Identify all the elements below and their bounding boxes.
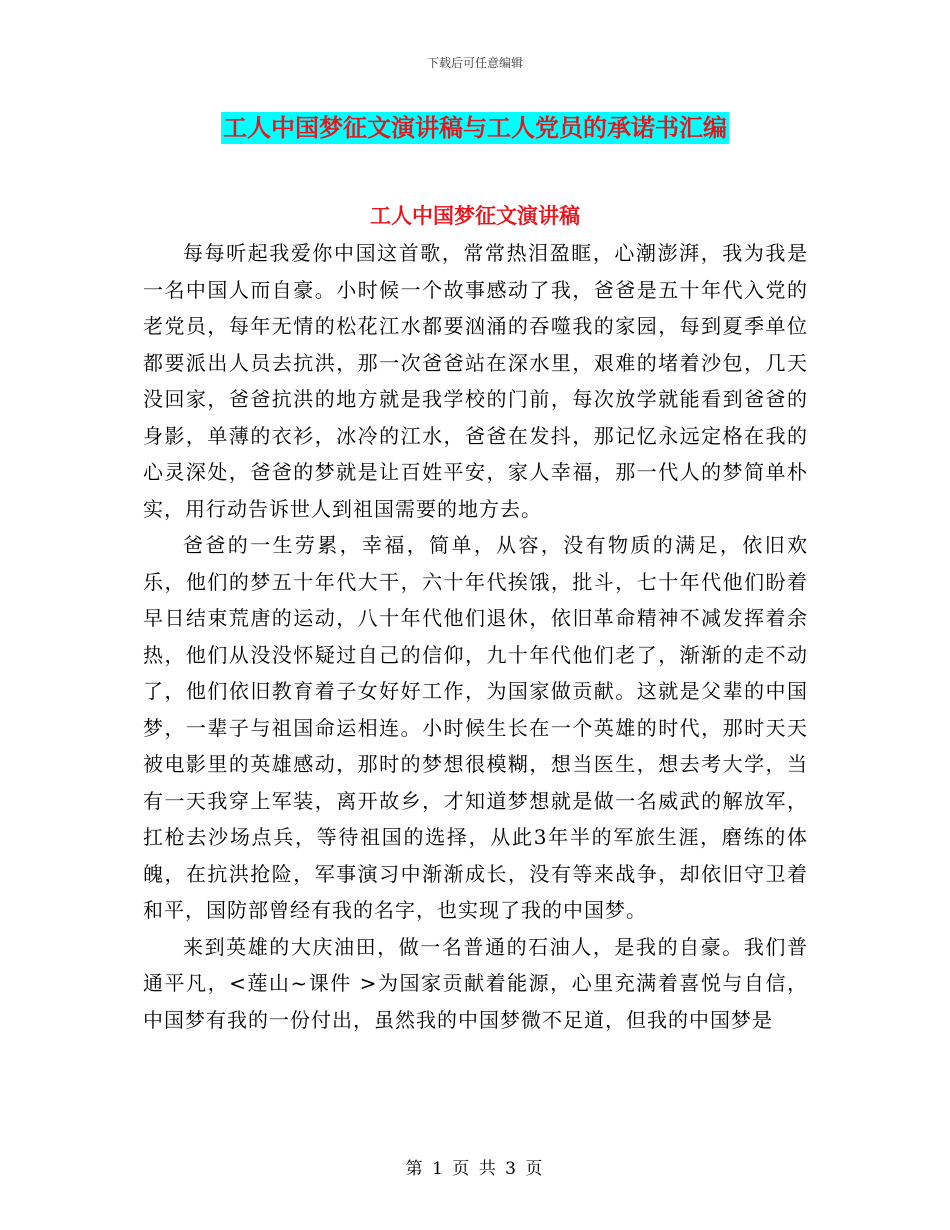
document-body: [143, 235, 808, 1038]
paragraph: 每每听起我爱你中国这首歌，常常热泪盈眶，心潮澎湃，我为我是一名中国人而自豪。小时候一个故事感动了我，爸爸是五十年代入党的老党员，每年无情的松花江水都要汹涌的吞噬我的家园，每到夏季单位都要派出人员去抗洪，那一次爸爸站在深水里，艰难的堵着沙包，几天没回家，爸爸抗洪的地方就是我学校的门前，每次放学就能看到爸爸的身影，单薄的衣衫，冰冷的江水，爸爸在发抖，那记忆永远定格在我的心灵深处，爸爸的梦就是让百姓平安，家人幸福，那一代人的梦简单朴实，用行动告诉世人到祖国需要的地方去。: [143, 241, 808, 521]
paragraph: 来到英雄的大庆油田，做一名普通的石油人，是我的自豪。我们普通平凡，<莲山~课件 >为国家贡献着能源，心里充满着喜悦与自信，中国梦有我的一份付出，虽然我的中国梦微不足道，但我的中国梦是: [143, 934, 808, 1032]
header-note: 下载后可任意编辑: [426, 56, 523, 70]
paragraph: 爸爸的一生劳累，幸福，简单，从容，没有物质的满足，依旧欢乐，他们的梦五十年代大干，六十年代挨饿，批斗，七十年代他们盼着早日结束荒唐的运动，八十年代他们退休，依旧革命精神不减发挥着余热，他们从没没怀疑过自己的信仰，九十年代他们老了，渐渐的走不动了，他们依旧教育着子女好好工作，为国家做贡献。这就是父辈的中国梦，一辈子与祖国命运相连。小时候生长在一个英雄的时代，那时天天被电影里的英雄感动，那时的梦想很模糊，想当医生，想去考大学，当有一天我穿上军装，离开故乡，才知道梦想就是做一名威武的解放军，扛枪去沙场点兵，等待祖国的选择，从此3年半的军旅生涯，磨练的体魄，在抗洪抢险，军事演习中渐渐成长，没有等来战争，却依旧守卫着和平，国防部曾经有我的名字，也实现了我的中国梦。: [143, 533, 808, 922]
page-number: 第 1 页 共 3 页: [405, 1159, 545, 1179]
document-title: 工人中国梦征文演讲稿与工人党员的承诺书汇编: [223, 113, 727, 142]
section-title: 工人中国梦征文演讲稿: [370, 203, 580, 228]
